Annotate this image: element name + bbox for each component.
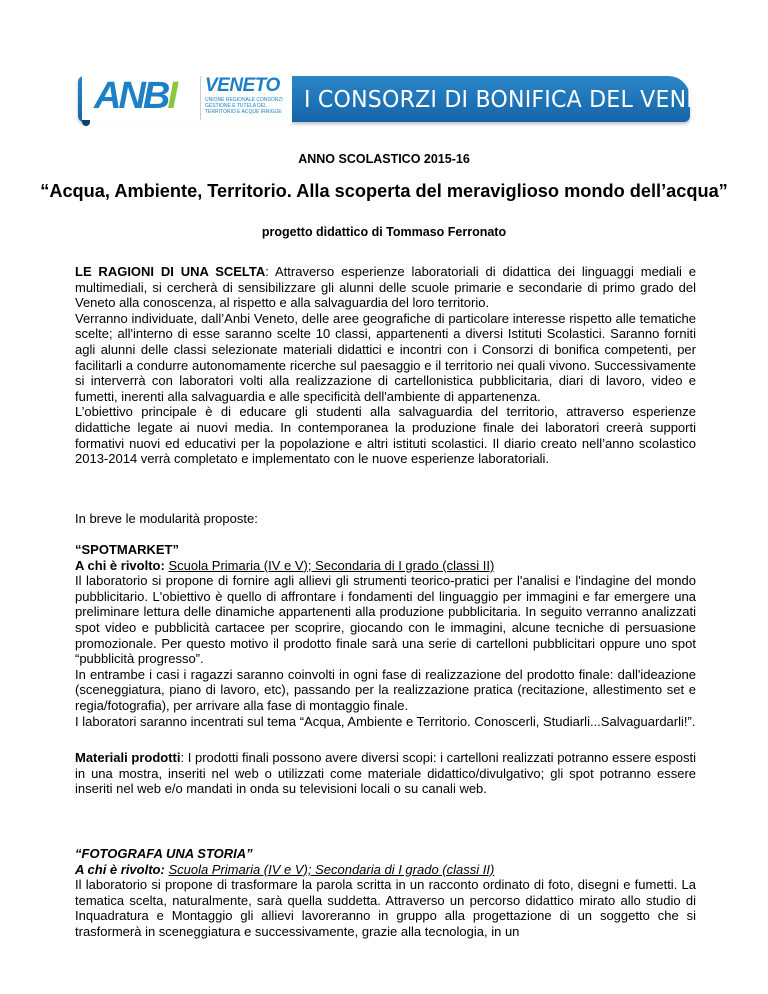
intro-line: In breve le modularità proposte: <box>75 511 258 526</box>
materials-paragraph: Materiali prodotti: I prodotti finali possono avere diversi scopi: i cartelloni realizzati potranno essere esposti in una mostra, inseriti nel web o utilizzati come materiale didattico/divulgativo; gli spot potranno essere inseriti nel web e/o mandati in onda su televisioni locali o su canali web. <box>75 750 696 797</box>
spotmarket-paragraph-2: In entrambe i casi i ragazzi saranno coinvolti in ogni fase di realizzazione del prodotto finale: dall'ideazione (sceneggiatura, piano di lavoro, etc), passando per la realizzazione pratica (recitazione, allestimento set e regia/fotografia), per arrivare alla fase di montaggio finale. <box>75 666 696 713</box>
reasons-paragraph-1: LE RAGIONI DI UNA SCELTA: Attraverso esperienze laboratoriali di didattica dei linguaggi mediali e multimediali, si cercherà di sensibilizzare gli alunni delle scuole primarie e secondarie di primo grado del Veneto alla conoscenza, al rispetto e alla salvaguardia del loro territorio. <box>75 264 696 311</box>
logo-anb-text: ANBI <box>94 75 175 117</box>
document-title: “Acqua, Ambiente, Territorio. Alla scoperta del meraviglioso mondo dell’acqua” <box>40 181 728 201</box>
reasons-heading: LE RAGIONI DI UNA SCELTA <box>75 264 266 279</box>
fotografa-target: A chi è rivolto: Scuola Primaria (IV e V); Secondaria di I grado (classi II) <box>75 861 495 877</box>
banner-title: I CONSORZI DI BONIFICA DEL VENETO <box>304 87 732 113</box>
spotmarket-title: “SPOTMARKET” <box>75 542 179 557</box>
logo-right-block <box>200 76 293 120</box>
document-subtitle: progetto didattico di Tommaso Ferronato <box>261 225 507 239</box>
fotografa-section <box>75 846 696 940</box>
reasons-section <box>75 264 696 467</box>
spotmarket-section <box>75 542 696 729</box>
spotmarket-paragraph-1: Il laboratorio si propone di fornire agli allievi gli strumenti teorico-pratici per l'analisi e l'indagine del mondo pubblicitario. L'obiettivo è quello di affrontare i fondamenti del linguaggio per immagini e far emergere una preliminare lettura delle dinamiche appartenenti alla produzione pubblicitaria. In seguito verranno analizzati spot video e pubblicità cartacee per scoprire, giocando con le immagini, alcune tecniche di persuasione promozionale. Per questo motivo il prodotto finale sarà una serie di cartelloni pubblicitari oppure uno spot “pubblicità progresso”. <box>75 573 696 667</box>
materials-section <box>75 750 696 797</box>
fotografa-title: “FOTOGRAFA UNA STORIA” <box>75 846 253 861</box>
header-banner <box>78 68 732 130</box>
school-year: ANNO SCOLASTICO 2015-16 <box>298 152 470 166</box>
spotmarket-paragraph-3: I laboratori saranno incentrati sul tema “Acqua, Ambiente e Territorio. Conoscerli, Studiarli...Salvaguardarli!”. <box>75 713 696 729</box>
reasons-paragraph-3: L’obiettivo principale è di educare gli studenti alla salvaguardia del territorio, attraverso esperienze didattiche legate ai nuovi media. In contemporanea la produzione finale dei laboratori creerà supporti formativi nuovi ed educativi per la popolazione e altri istituti scolastici. Il diario creato nell’anno scolastico 2013-2014 verrà completato e implementato con le nuove esperienze laboratoriali. <box>75 404 696 467</box>
reasons-paragraph-2: Verranno individuate, dall’Anbi Veneto, delle aree geografiche di particolare interesse rispetto alle tematiche scelte; all'interno di esse saranno scelte 10 classi, appartenenti a diversi Istituti Scolastici. Saranno forniti agli alunni delle classi selezionate materiali didattici e incontri con i Consorzi di bonifica competenti, per facilitarli a condurre autonomamente ricerche sul paesaggio e il territorio nei quali vivono. Successivamente si interverrà con laboratori volti alla realizzazione di cartellonistica pubblicitaria, diari di lavoro, video e fumetti, inerenti alla salvaguardia e alle specificità dell'ambiente di appartenenza. <box>75 310 696 404</box>
anbi-veneto-logo <box>82 68 292 126</box>
logo-veneto-text: VENETO <box>205 75 280 96</box>
logo-small-text: UNIONE REGIONALE CONSORZI GESTIONE E TUTELA DEL TERRITORIO E ACQUE IRRIGUE <box>205 97 283 115</box>
fotografa-paragraph-1: Il laboratorio si propone di trasformare la parola scritta in un racconto ordinato di foto, disegni e fumetti. La tematica scelta, naturalmente, sarà quella suddetta. Attraverso un percorso didattico mirato allo studio di Inquadratura e Montaggio gli allievi lavoreranno in gruppo alla progettazione di un soggetto che si trasformerà in sceneggiatura e successivamente, grazie alla tecnologia, in un <box>75 877 696 939</box>
spotmarket-target: A chi è rivolto: Scuola Primaria (IV e V); Secondaria di I grado (classi II) <box>75 557 495 573</box>
